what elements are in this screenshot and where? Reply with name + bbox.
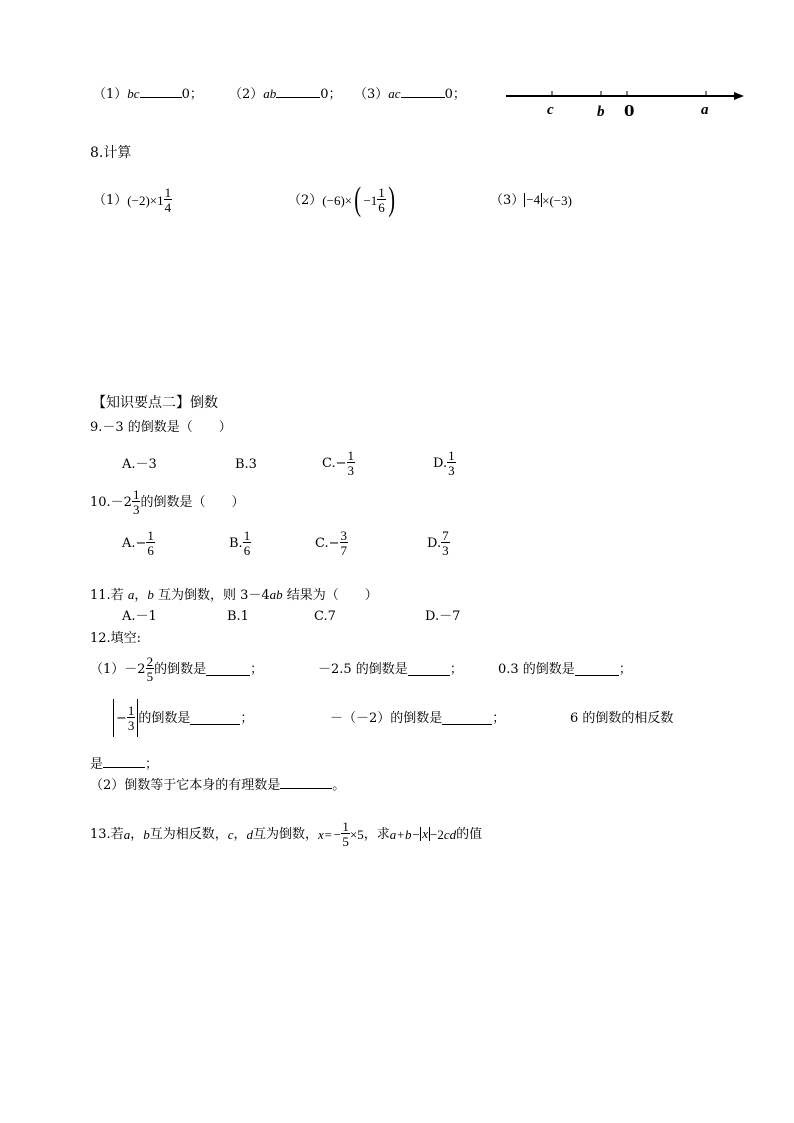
q12-blank-1[interactable]: [206, 663, 250, 676]
q7-part-2: （2）ab 0；: [229, 86, 342, 102]
fraction: $\frac{1}{3}$: [127, 703, 135, 733]
q11-stem: 11.若 a，b 互为倒数，则 3－4ab 结果为（ ）: [90, 587, 378, 603]
section-title: 【知识要点二】倒数: [92, 395, 218, 411]
q12-blank-3[interactable]: [575, 663, 619, 676]
arrow-right-icon: [734, 92, 744, 100]
q12-item-2: （2）倒数等于它本身的有理数是 。: [90, 778, 346, 793]
q12-blank-4[interactable]: [190, 712, 240, 725]
q12-item-1c: 0.3 的倒数是 ；: [498, 661, 632, 677]
q10-option-d[interactable]: D. $\frac{7}{3}$: [427, 528, 449, 558]
q12-blank-7[interactable]: [280, 776, 332, 789]
q12-item-1d: − $\frac{1}{3}$ 的倒数是 ；: [113, 696, 253, 740]
q7-blank-1[interactable]: [140, 85, 182, 98]
numberline-label-a: a: [701, 102, 709, 118]
q7-part-1: （1）bc 0；: [93, 86, 203, 102]
q8-part-2: （2） (−6)× ( −1 $\frac{1}{6}$ ): [288, 181, 395, 218]
fraction: $\frac{1}{5}$: [342, 819, 349, 849]
q10-option-a[interactable]: A.− $\frac{1}{6}$: [122, 528, 154, 558]
q8-title: 8.计算: [90, 145, 132, 161]
q10-option-b[interactable]: B. $\frac{1}{6}$: [229, 528, 251, 558]
q13-stem: 13.若 a ， b 互为相反数， c ， d 互为倒数， x=− $\frac{1}{5}$ ×5 ，求 a+b− x −2 cd 的值: [90, 819, 483, 849]
numberline-label-c: c: [547, 102, 554, 118]
fraction: $\frac{1}{3}$: [448, 448, 455, 478]
q8-part-1: （1） (−2)×1 $\frac{1}{4}$: [93, 185, 172, 215]
q7-blank-3[interactable]: [401, 85, 445, 98]
q10-stem: 10.－2 $\frac{1}{3}$ 的倒数是（ ）: [90, 487, 245, 517]
q8-part-3: （3） −4 ×(−3): [490, 192, 572, 208]
fraction: $\frac{3}{7}$: [340, 528, 348, 558]
q10-option-c[interactable]: C.− $\frac{3}{7}$: [315, 528, 348, 558]
q12-item-1b: －2.5 的倒数是 ；: [318, 661, 463, 677]
fraction: $\frac{1}{3}$: [347, 448, 355, 478]
q12-blank-5[interactable]: [442, 712, 492, 725]
fraction: $\frac{2}{5}$: [146, 654, 154, 684]
q9-stem: 9.－3 的倒数是（ ）: [90, 420, 232, 435]
fraction: $\frac{1}{4}$: [164, 185, 172, 215]
fraction: $\frac{1}{6}$: [378, 185, 385, 215]
q12-blank-6[interactable]: [103, 755, 145, 768]
numberline-label-b: b: [597, 104, 605, 120]
fraction: $\frac{1}{6}$: [147, 528, 154, 558]
q12-item-1a: （1） －2 $\frac{2}{5}$ 的倒数是 ；: [90, 654, 264, 684]
q12-item-1e: －（－2）的倒数是 ；: [330, 710, 506, 726]
q9-option-c[interactable]: C.− $\frac{1}{3}$: [322, 448, 355, 478]
fraction: $\frac{1}{6}$: [243, 528, 251, 558]
q11-option-b[interactable]: B.1: [227, 609, 249, 624]
q11-option-c[interactable]: C.7: [314, 609, 336, 624]
q12-item-1f-cont: 是 ；: [90, 757, 159, 772]
numberline-label-zero: 0: [624, 102, 635, 120]
fraction: $\frac{1}{3}$: [132, 487, 140, 517]
q12-item-1f: 6 的倒数的相反数: [570, 710, 674, 726]
q7-part-3: （3）ac 0；: [354, 86, 466, 102]
q11-option-d[interactable]: D.－7: [425, 609, 461, 624]
q9-option-b[interactable]: B.3: [235, 456, 257, 472]
q11-option-a[interactable]: A.－1: [122, 609, 157, 624]
q9-option-d[interactable]: D. $\frac{1}{3}$: [433, 448, 455, 478]
q9-option-a[interactable]: A.－3: [122, 456, 157, 472]
q12-blank-2[interactable]: [408, 663, 450, 676]
q12-title: 12.填空:: [90, 631, 142, 646]
fraction: $\frac{7}{3}$: [442, 528, 449, 558]
q7-blank-2[interactable]: [276, 85, 320, 98]
